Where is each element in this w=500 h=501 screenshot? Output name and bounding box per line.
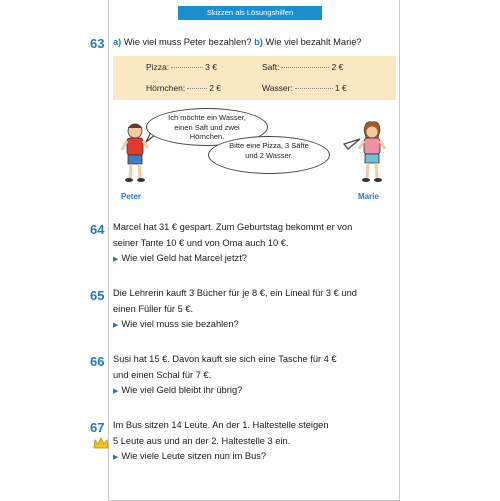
task-63-question	[113, 35, 362, 51]
price-saft: Saft: 2 €	[262, 62, 344, 72]
task-64-text: Marcel hat 31 € gespart. Zum Geburtstag bekommt er von seiner Tante 10 € und von Oma auch 10 €. ▶ Wie viel Geld hat Marcel jetzt?	[113, 222, 353, 263]
price-pizza: Pizza: 3 €	[146, 62, 217, 72]
task-67-text: Im Bus sitzen 14 Leute. An der 1. Haltestelle steigen 5 Leute aus und an der 2. Haltestelle 3 ein. ▶ Wie viele Leute sitzen nun im Bus?	[113, 420, 329, 461]
arrow-icon: ▶	[113, 256, 119, 263]
marie-figure	[359, 122, 385, 182]
crown-icon	[93, 437, 109, 450]
task-63-number: 63	[90, 36, 105, 51]
task-65-number: 65	[90, 288, 105, 303]
label-marie: Marie	[358, 192, 379, 201]
task-67-number: 67	[90, 420, 105, 435]
task-66-text: Susi hat 15 €. Davon kauft sie sich eine Tasche für 4 € und einen Schal für 7 €. ▶ Wie viel Geld bleibt ihr übrig?	[113, 354, 337, 395]
speech-bubble-peter: Ich möchte ein Wasser, einen Saft und zwei Hörnchen.	[146, 108, 268, 146]
task-63-a-label: a)	[113, 37, 122, 47]
price-wasser: Wasser: 1 €	[262, 83, 347, 93]
arrow-icon: ▶	[113, 322, 119, 329]
arrow-icon: ▶	[113, 454, 119, 461]
price-hoernchen: Hörnchen: 2 €	[146, 83, 222, 93]
task-63-a-text: Wie viel muss Peter bezahlen?	[123, 37, 252, 47]
task-63-b-text: Wie viel bezahlt Marie?	[265, 37, 362, 47]
task-63-b-label: b)	[254, 37, 263, 47]
speech-bubble-marie: Bitte eine Pizza, 3 Säfte und 2 Wasser.	[208, 136, 330, 174]
arrow-icon: ▶	[113, 388, 119, 395]
task-64-number: 64	[90, 222, 105, 237]
task-66-number: 66	[90, 354, 105, 369]
task-65-text: Die Lehrerin kauft 3 Bücher für je 8 €, ein Lineal für 3 € und einen Füller für 5 €. ▶ Wie viel muss sie bezahlen?	[113, 288, 357, 329]
label-peter: Peter	[121, 192, 142, 201]
peter-figure	[122, 124, 148, 182]
section-header: Skizzen als Lösungshilfen	[178, 6, 322, 20]
